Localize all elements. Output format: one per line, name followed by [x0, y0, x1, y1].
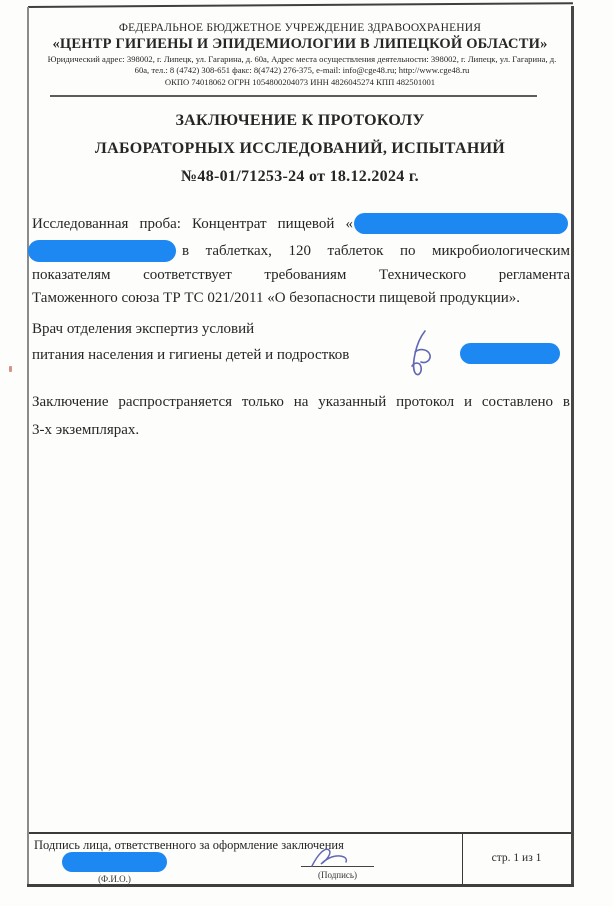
- org-address-line: Юридический адрес: 398002, г. Липецк, ул. Гагарина, д. 60а, Адрес места осуществления деятельности: 398002, г. Липецк, ул. Гагарина, д. 60а, тел.: 8 (4742) 308-651 факс: 8(4742) 276-375, e-mail: info@cge48.ru; http://www.cge48.ru: [47, 54, 557, 75]
- page-edge-bottom: [27, 884, 574, 887]
- page-number: стр. 1 из 1: [491, 852, 542, 864]
- header-divider-rule: [50, 95, 537, 97]
- redaction-box-signer-name: [460, 343, 560, 364]
- body-paragraph1-line3: показателям соответствует требованиям Технического регламента: [32, 267, 570, 283]
- page-edge-left: [27, 7, 29, 886]
- page-edge-top: [28, 2, 573, 8]
- redaction-box-product-name-1: [354, 213, 568, 234]
- document-title-line1: ЗАКЛЮЧЕНИЕ К ПРОТОКОЛУ: [175, 112, 425, 129]
- signer-role-line1: Врач отделения экспертиз условий: [32, 321, 255, 337]
- page-edge-right: [571, 6, 574, 886]
- scan-artifact-mark: [9, 366, 12, 372]
- footer-caption: Подпись лица, ответственного за оформление заключения: [34, 838, 344, 852]
- org-registration-line: ОКПО 74018062 ОГРН 1054800204073 ИНН 4826045274 КПП 482501001: [164, 77, 436, 87]
- signer-role-line2: питания населения и гигиены детей и подростков: [32, 347, 350, 363]
- protocol-number-date: №48-01/71253-24 от 18.12.2024 г.: [181, 168, 419, 185]
- body-paragraph1-line2: в таблетках, 120 таблеток по микробиологическим: [182, 243, 570, 259]
- body-paragraph1-line1: Исследованная проба: Концентрат пищевой «: [32, 216, 353, 232]
- body-paragraph2-line2: 3-х экземплярах.: [32, 422, 140, 438]
- signature-icon: [403, 328, 437, 378]
- signature-icon: [308, 845, 352, 869]
- document-title-line2: ЛАБОРАТОРНЫХ ИССЛЕДОВАНИЙ, ИСПЫТАНИЙ: [94, 140, 506, 157]
- org-type-line: ФЕДЕРАЛЬНОЕ БЮДЖЕТНОЕ УЧРЕЖДЕНИЕ ЗДРАВООХРАНЕНИЯ: [118, 22, 482, 34]
- body-paragraph1-line4: Таможенного союза ТР ТС 021/2011 «О безопасности пищевой продукции».: [32, 290, 520, 306]
- body-paragraph2-line1: Заключение распространяется только на указанный протокол и составлено в: [32, 394, 570, 410]
- org-name-line: «ЦЕНТР ГИГИЕНЫ И ЭПИДЕМИОЛОГИИ В ЛИПЕЦКОЙ ОБЛАСТИ»: [52, 36, 548, 52]
- signature-label: (Подпись): [317, 870, 358, 880]
- redaction-box-product-name-2: [28, 240, 176, 262]
- footer-table-top-border: [29, 832, 571, 834]
- fio-label: (Ф.И.О.): [98, 874, 131, 884]
- redaction-box-responsible-name: [62, 852, 167, 872]
